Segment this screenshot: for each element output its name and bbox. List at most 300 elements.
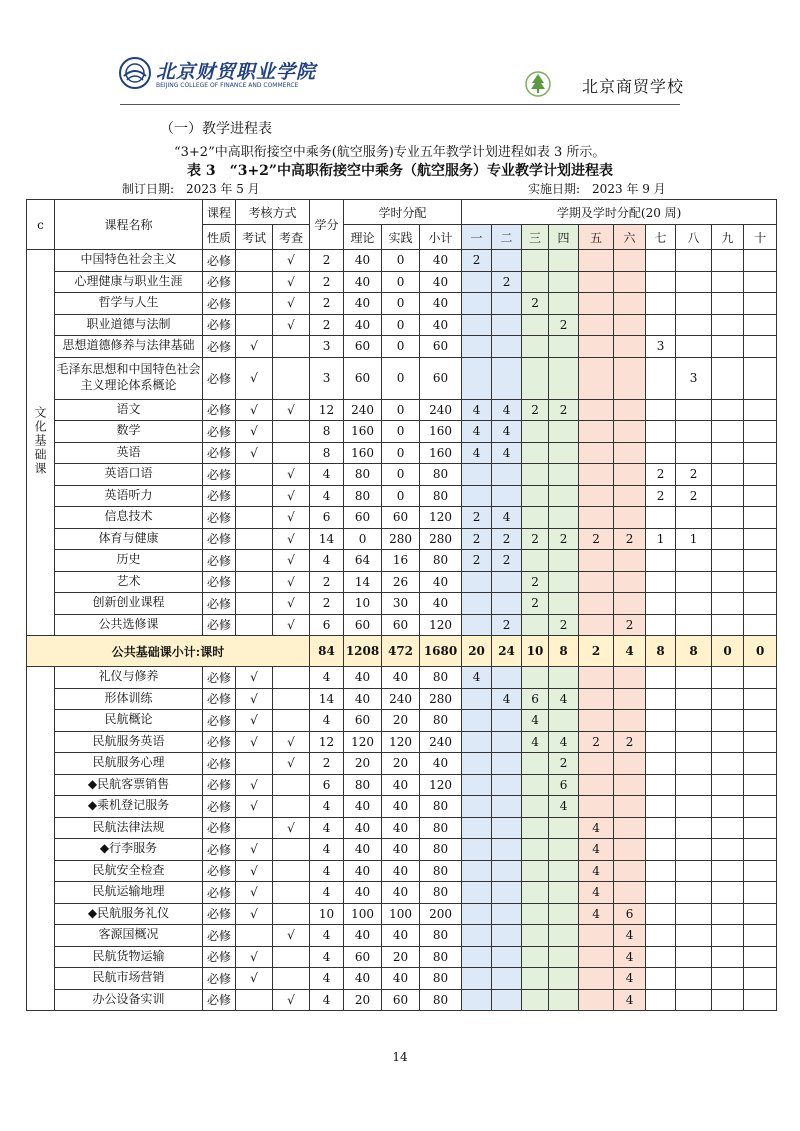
credit-value: 4 <box>310 839 344 861</box>
subtotal-term-6: 4 <box>614 636 646 667</box>
term-5-hours <box>579 442 614 464</box>
practice-hours: 280 <box>382 528 420 550</box>
credit-value: 12 <box>310 399 344 421</box>
term-7-hours <box>646 903 676 925</box>
term-9-hours <box>712 314 744 336</box>
term-8-hours <box>676 314 712 336</box>
col-practice: 实践 <box>382 225 420 250</box>
term-10-hours <box>744 593 777 615</box>
term-4-hours <box>549 442 579 464</box>
term-8-hours <box>676 946 712 968</box>
course-name: 创新创业课程 <box>55 593 203 615</box>
term-10-hours <box>744 839 777 861</box>
exam-test-mark: √ <box>236 903 273 925</box>
term-5-hours <box>579 357 614 399</box>
subtotal-row <box>27 636 777 667</box>
term-3-hours <box>522 882 549 904</box>
exam-check-mark <box>273 774 310 796</box>
school-tree-logo-icon <box>525 70 551 98</box>
term-9-hours <box>712 710 744 732</box>
subtotal-hours: 240 <box>420 731 462 753</box>
subtotal-hours: 80 <box>420 464 462 486</box>
term-7-hours <box>646 442 676 464</box>
table-row <box>27 442 777 464</box>
term-4-hours <box>549 839 579 861</box>
exam-test-mark <box>236 250 273 272</box>
credit-value: 2 <box>310 571 344 593</box>
term-8-hours: 2 <box>676 485 712 507</box>
term-2-hours <box>492 903 522 925</box>
credit-value: 4 <box>310 710 344 732</box>
term-4-hours <box>549 946 579 968</box>
credit-value: 4 <box>310 817 344 839</box>
credit-value: 2 <box>310 593 344 615</box>
subtotal-hours: 40 <box>420 593 462 615</box>
course-kind: 必修 <box>203 250 236 272</box>
term-7-hours <box>646 271 676 293</box>
course-name: ◆乘机登记服务 <box>55 796 203 818</box>
term-6-hours <box>614 688 646 710</box>
term-8-hours <box>676 421 712 443</box>
course-name: 民航概论 <box>55 710 203 732</box>
course-kind: 必修 <box>203 421 236 443</box>
term-4-hours <box>549 989 579 1011</box>
theory-hours: 240 <box>344 399 382 421</box>
exam-test-mark: √ <box>236 860 273 882</box>
term-9-hours <box>712 817 744 839</box>
term-3-hours: 2 <box>522 528 549 550</box>
table-row <box>27 667 777 689</box>
term-1-hours <box>462 753 492 775</box>
term-2-hours <box>492 882 522 904</box>
term-1-hours <box>462 989 492 1011</box>
term-6-hours <box>614 314 646 336</box>
term-6-hours <box>614 817 646 839</box>
term-1-hours <box>462 839 492 861</box>
term-8-hours <box>676 293 712 315</box>
term-5-hours <box>579 485 614 507</box>
exam-test-mark: √ <box>236 357 273 399</box>
course-kind: 必修 <box>203 731 236 753</box>
practice-hours: 20 <box>382 946 420 968</box>
course-kind: 必修 <box>203 903 236 925</box>
term-10-hours <box>744 710 777 732</box>
table-row <box>27 399 777 421</box>
term-1-hours <box>462 357 492 399</box>
course-kind: 必修 <box>203 357 236 399</box>
term-4-hours: 6 <box>549 774 579 796</box>
exam-check-mark <box>273 903 310 925</box>
practice-hours: 40 <box>382 817 420 839</box>
term-7-hours <box>646 293 676 315</box>
course-name: 办公设备实训 <box>55 989 203 1011</box>
col-hours: 学时分配 <box>344 200 462 225</box>
exam-check-mark: √ <box>273 550 310 572</box>
term-1-hours <box>462 571 492 593</box>
term-6-hours <box>614 571 646 593</box>
table-row <box>27 614 777 636</box>
table-row <box>27 946 777 968</box>
term-4-hours: 2 <box>549 399 579 421</box>
course-kind: 必修 <box>203 528 236 550</box>
practice-hours: 40 <box>382 796 420 818</box>
term-8-hours <box>676 882 712 904</box>
table-row <box>27 593 777 615</box>
credit-value: 6 <box>310 774 344 796</box>
subtotal-term-1: 20 <box>462 636 492 667</box>
course-name: ◆民航客票销售 <box>55 774 203 796</box>
term-1-hours <box>462 882 492 904</box>
term-6-hours <box>614 667 646 689</box>
table-row <box>27 839 777 861</box>
college-emblem-icon <box>118 56 152 90</box>
term-9-hours <box>712 753 744 775</box>
term-2-hours <box>492 817 522 839</box>
term-7-hours: 1 <box>646 528 676 550</box>
term-4-hours <box>549 293 579 315</box>
exam-test-mark: √ <box>236 399 273 421</box>
term-5-hours <box>579 314 614 336</box>
practice-hours: 60 <box>382 614 420 636</box>
term-10-hours <box>744 774 777 796</box>
credit-value: 4 <box>310 667 344 689</box>
term-1-hours <box>462 731 492 753</box>
term-3-hours <box>522 614 549 636</box>
subtotal-hours: 80 <box>420 485 462 507</box>
theory-hours: 80 <box>344 774 382 796</box>
term-1-hours <box>462 336 492 358</box>
term-8-hours <box>676 442 712 464</box>
theory-hours: 64 <box>344 550 382 572</box>
exam-check-mark: √ <box>273 314 310 336</box>
theory-hours: 40 <box>344 667 382 689</box>
table-row <box>27 571 777 593</box>
term-5-hours <box>579 989 614 1011</box>
term-2-hours <box>492 989 522 1011</box>
term-4-hours <box>549 882 579 904</box>
term-1-hours <box>462 903 492 925</box>
term-9-hours <box>712 464 744 486</box>
term-9-hours <box>712 399 744 421</box>
term-9-hours <box>712 989 744 1011</box>
effective-date: 实施日期: 2023 年 9 月 <box>528 182 666 196</box>
term-7-hours <box>646 710 676 732</box>
subtotal-hours: 80 <box>420 925 462 947</box>
term-7-hours <box>646 860 676 882</box>
term-4-hours <box>549 421 579 443</box>
term-4-hours: 2 <box>549 753 579 775</box>
term-5-hours <box>579 571 614 593</box>
term-6-hours <box>614 796 646 818</box>
term-2-hours <box>492 774 522 796</box>
theory-hours: 40 <box>344 314 382 336</box>
course-kind: 必修 <box>203 839 236 861</box>
course-kind: 必修 <box>203 860 236 882</box>
theory-hours: 60 <box>344 710 382 732</box>
term-9-hours <box>712 485 744 507</box>
credit-value: 4 <box>310 550 344 572</box>
course-name: 民航市场营销 <box>55 968 203 990</box>
term-2-hours <box>492 336 522 358</box>
exam-check-mark: √ <box>273 485 310 507</box>
term-8-hours <box>676 614 712 636</box>
course-kind: 必修 <box>203 688 236 710</box>
exam-check-mark: √ <box>273 593 310 615</box>
term-7-hours <box>646 882 676 904</box>
term-5-hours <box>579 507 614 529</box>
term-2-hours: 4 <box>492 399 522 421</box>
col-theory: 理论 <box>344 225 382 250</box>
exam-check-mark: √ <box>273 507 310 529</box>
course-name: 民航法律法规 <box>55 817 203 839</box>
theory-hours: 80 <box>344 464 382 486</box>
term-1-hours <box>462 688 492 710</box>
table-row <box>27 753 777 775</box>
term-4-hours <box>549 817 579 839</box>
theory-hours: 60 <box>344 946 382 968</box>
col-term-5: 五 <box>579 225 614 250</box>
theory-hours: 160 <box>344 421 382 443</box>
term-5-hours <box>579 774 614 796</box>
term-3-hours <box>522 336 549 358</box>
term-7-hours <box>646 314 676 336</box>
term-3-hours: 4 <box>522 731 549 753</box>
exam-check-mark <box>273 946 310 968</box>
term-4-hours: 4 <box>549 731 579 753</box>
term-7-hours <box>646 667 676 689</box>
practice-hours: 0 <box>382 314 420 336</box>
term-3-hours <box>522 357 549 399</box>
exam-check-mark: √ <box>273 528 310 550</box>
practice-hours: 0 <box>382 271 420 293</box>
term-10-hours <box>744 753 777 775</box>
page-number: 14 <box>392 1050 408 1064</box>
exam-test-mark <box>236 314 273 336</box>
term-8-hours: 2 <box>676 464 712 486</box>
term-3-hours <box>522 271 549 293</box>
term-2-hours <box>492 485 522 507</box>
term-8-hours <box>676 571 712 593</box>
term-2-hours <box>492 796 522 818</box>
term-1-hours <box>462 817 492 839</box>
exam-test-mark <box>236 989 273 1011</box>
term-10-hours <box>744 550 777 572</box>
term-10-hours <box>744 314 777 336</box>
term-6-hours <box>614 774 646 796</box>
subtotal-hours: 80 <box>420 860 462 882</box>
term-4-hours <box>549 357 579 399</box>
credit-value: 2 <box>310 271 344 293</box>
subtotal-term-5: 2 <box>579 636 614 667</box>
term-10-hours <box>744 925 777 947</box>
subtotal-hours: 160 <box>420 421 462 443</box>
term-8-hours: 3 <box>676 357 712 399</box>
course-kind: 必修 <box>203 464 236 486</box>
term-5-hours <box>579 421 614 443</box>
term-8-hours <box>676 593 712 615</box>
exam-test-mark: √ <box>236 796 273 818</box>
term-6-hours <box>614 250 646 272</box>
term-7-hours <box>646 796 676 818</box>
term-3-hours <box>522 946 549 968</box>
col-course-name: 课程名称 <box>55 200 203 250</box>
term-7-hours <box>646 989 676 1011</box>
teaching-plan-table <box>26 199 774 1011</box>
subtotal-hours: 40 <box>420 250 462 272</box>
course-kind: 必修 <box>203 399 236 421</box>
term-9-hours <box>712 357 744 399</box>
exam-check-mark: √ <box>273 293 310 315</box>
col-terms: 学期及学时分配(20 周) <box>462 200 777 225</box>
subtotal-hours: 240 <box>420 399 462 421</box>
term-5-hours: 2 <box>579 528 614 550</box>
term-3-hours <box>522 817 549 839</box>
exam-test-mark <box>236 753 273 775</box>
course-group-label <box>27 250 55 636</box>
subtotal-hours: 80 <box>420 667 462 689</box>
term-8-hours <box>676 753 712 775</box>
subtotal-hours: 80 <box>420 989 462 1011</box>
term-8-hours <box>676 860 712 882</box>
exam-test-mark: √ <box>236 839 273 861</box>
term-9-hours <box>712 839 744 861</box>
term-2-hours <box>492 968 522 990</box>
subtotal-term-2: 24 <box>492 636 522 667</box>
term-8-hours <box>676 507 712 529</box>
credit-value: 14 <box>310 528 344 550</box>
term-5-hours <box>579 796 614 818</box>
term-10-hours <box>744 614 777 636</box>
term-4-hours <box>549 507 579 529</box>
exam-test-mark <box>236 464 273 486</box>
practice-hours: 0 <box>382 464 420 486</box>
term-10-hours <box>744 688 777 710</box>
subtotal-hours: 60 <box>420 336 462 358</box>
term-9-hours <box>712 968 744 990</box>
theory-hours: 60 <box>344 357 382 399</box>
credit-value: 4 <box>310 464 344 486</box>
credit-value: 8 <box>310 442 344 464</box>
term-2-hours <box>492 593 522 615</box>
term-6-hours <box>614 485 646 507</box>
practice-hours: 40 <box>382 667 420 689</box>
term-6-hours <box>614 860 646 882</box>
exam-test-mark: √ <box>236 688 273 710</box>
table-row <box>27 731 777 753</box>
practice-hours: 100 <box>382 903 420 925</box>
table-row <box>27 357 777 399</box>
term-3-hours <box>522 550 549 572</box>
term-6-hours <box>614 293 646 315</box>
term-3-hours: 6 <box>522 688 549 710</box>
practice-hours: 16 <box>382 550 420 572</box>
subtotal-term-4: 8 <box>549 636 579 667</box>
table-row <box>27 528 777 550</box>
term-9-hours <box>712 571 744 593</box>
theory-hours: 40 <box>344 882 382 904</box>
term-7-hours <box>646 753 676 775</box>
term-7-hours <box>646 731 676 753</box>
term-8-hours <box>676 688 712 710</box>
course-group-text: 文化基础课 <box>33 406 47 476</box>
term-1-hours <box>462 464 492 486</box>
term-5-hours: 2 <box>579 731 614 753</box>
course-kind: 必修 <box>203 614 236 636</box>
course-name: ◆民航服务礼仪 <box>55 903 203 925</box>
term-6-hours <box>614 421 646 443</box>
credit-value: 4 <box>310 860 344 882</box>
table-row <box>27 968 777 990</box>
course-kind: 必修 <box>203 667 236 689</box>
exam-test-mark: √ <box>236 667 273 689</box>
subtotal-term-7: 8 <box>646 636 676 667</box>
term-8-hours <box>676 710 712 732</box>
term-7-hours <box>646 774 676 796</box>
credit-value: 3 <box>310 336 344 358</box>
exam-check-mark: √ <box>273 731 310 753</box>
term-10-hours <box>744 528 777 550</box>
term-7-hours <box>646 550 676 572</box>
theory-hours: 40 <box>344 250 382 272</box>
practice-hours: 0 <box>382 250 420 272</box>
course-name: ◆行李服务 <box>55 839 203 861</box>
term-2-hours <box>492 731 522 753</box>
term-9-hours <box>712 336 744 358</box>
term-3-hours <box>522 314 549 336</box>
col-kind-bottom: 性质 <box>203 225 236 250</box>
subtotal-hours: 280 <box>420 688 462 710</box>
course-name: 英语口语 <box>55 464 203 486</box>
course-kind: 必修 <box>203 968 236 990</box>
course-kind: 必修 <box>203 882 236 904</box>
term-9-hours <box>712 946 744 968</box>
credit-value: 2 <box>310 314 344 336</box>
term-3-hours <box>522 839 549 861</box>
table-row <box>27 860 777 882</box>
term-9-hours <box>712 667 744 689</box>
practice-hours: 40 <box>382 882 420 904</box>
table-row <box>27 507 777 529</box>
term-1-hours: 2 <box>462 528 492 550</box>
term-10-hours <box>744 421 777 443</box>
col-term-6: 六 <box>614 225 646 250</box>
term-1-hours: 2 <box>462 250 492 272</box>
subtotal-theory: 1208 <box>344 636 382 667</box>
term-5-hours: 4 <box>579 882 614 904</box>
col-exam-test: 考试 <box>236 225 273 250</box>
term-10-hours <box>744 399 777 421</box>
term-7-hours <box>646 688 676 710</box>
term-4-hours <box>549 593 579 615</box>
theory-hours: 40 <box>344 968 382 990</box>
course-name: 心理健康与职业生涯 <box>55 271 203 293</box>
term-10-hours <box>744 357 777 399</box>
term-9-hours <box>712 250 744 272</box>
subtotal-hours: 200 <box>420 903 462 925</box>
course-kind: 必修 <box>203 314 236 336</box>
course-name: 体育与健康 <box>55 528 203 550</box>
exam-check-mark <box>273 796 310 818</box>
exam-test-mark: √ <box>236 421 273 443</box>
term-1-hours: 2 <box>462 507 492 529</box>
term-6-hours <box>614 336 646 358</box>
subtotal-hours: 80 <box>420 710 462 732</box>
term-9-hours <box>712 903 744 925</box>
term-5-hours <box>579 667 614 689</box>
practice-hours: 0 <box>382 442 420 464</box>
practice-hours: 40 <box>382 925 420 947</box>
exam-test-mark <box>236 293 273 315</box>
